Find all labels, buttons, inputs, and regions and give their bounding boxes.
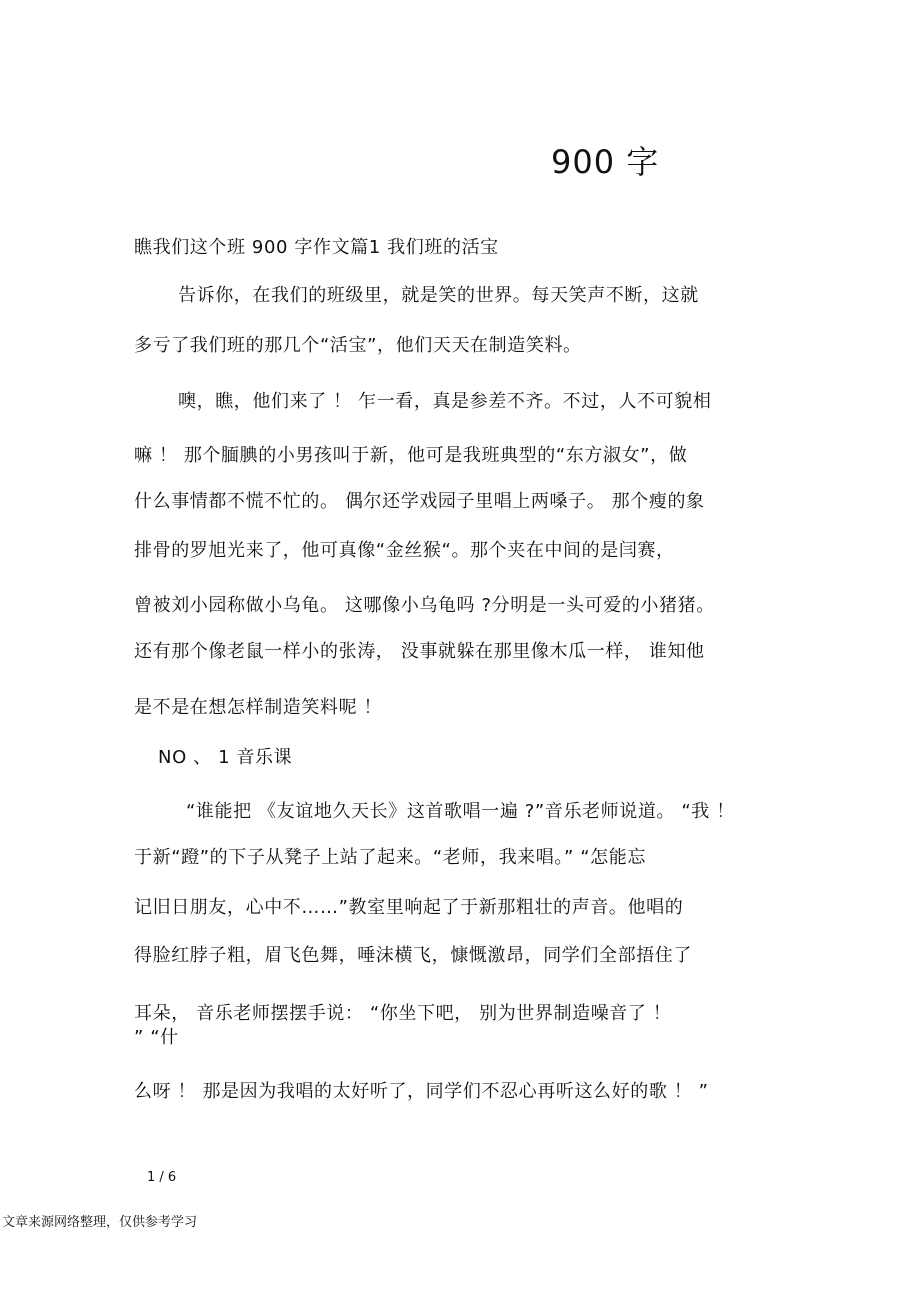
- paragraph-line: 得脸红脖子粗，眉飞色舞，唾沫横飞，慷慨激昂，同学们全部捂住了: [134, 945, 692, 966]
- paragraph-line: 曾被刘小园称做小乌龟。 这哪像小乌龟吗 ?分明是一头可爱的小猪猪。: [134, 595, 715, 616]
- paragraph-line: 于新“蹬”的下子从凳子上站了起来。“老师，我来唱。” “怎能忘: [134, 847, 646, 868]
- page-number: 1 / 6: [147, 1170, 177, 1185]
- paragraph-line: 排骨的罗旭光来了，他可真像“金丝猴“。那个夹在中间的是闫赛，: [134, 540, 675, 561]
- paragraph-line: 耳朵， 音乐老师摆摆手说： “你坐下吧， 别为世界制造噪音了 ！: [134, 1003, 672, 1024]
- paragraph-line: 还有那个像老鼠一样小的张涛， 没事就躲在那里像木瓜一样， 谁知他: [134, 641, 705, 662]
- paragraph-line: “谁能把 《友谊地久天长》这首歌唱一遍 ?”音乐老师说道。 “我 ！: [186, 801, 735, 822]
- paragraph-line: 多亏了我们班的那几个“活宝”，他们天天在制造笑料。: [134, 335, 582, 356]
- paragraph-line: 嘛 ！ 那个腼腆的小男孩叫于新，他可是我班典型的“东方淑女”，做: [134, 445, 688, 466]
- section-heading: NO 、 1 音乐课: [158, 747, 293, 768]
- paragraph-line: 什么事情都不慌不忙的。 偶尔还学戏园子里唱上两嗓子。 那个瘦的象: [134, 491, 705, 512]
- paragraph-line: 告诉你，在我们的班级里，就是笑的世界。每天笑声不断，这就: [178, 285, 699, 306]
- essay-heading: 瞧我们这个班 900 字作文篇1 我们班的活宝: [134, 237, 499, 258]
- paragraph-line: 是不是在想怎样制造笑料呢 ！: [134, 697, 383, 718]
- page-title: 900 字: [551, 143, 660, 181]
- paragraph-line: 记旧日朋友，心中不……”教室里响起了于新那粗壮的声音。他唱的: [134, 897, 684, 918]
- footer-note: 文章来源网络整理，仅供参考学习: [2, 1215, 198, 1230]
- paragraph-line: 么呀 ！ 那是因为我唱的太好听了，同学们不忍心再听这么好的歌 ！ ”: [134, 1081, 709, 1102]
- paragraph-line: ” “什: [134, 1027, 179, 1048]
- paragraph-line: 噢，瞧，他们来了 ！ 乍一看，真是参差不齐。不过，人不可貌相: [178, 391, 712, 412]
